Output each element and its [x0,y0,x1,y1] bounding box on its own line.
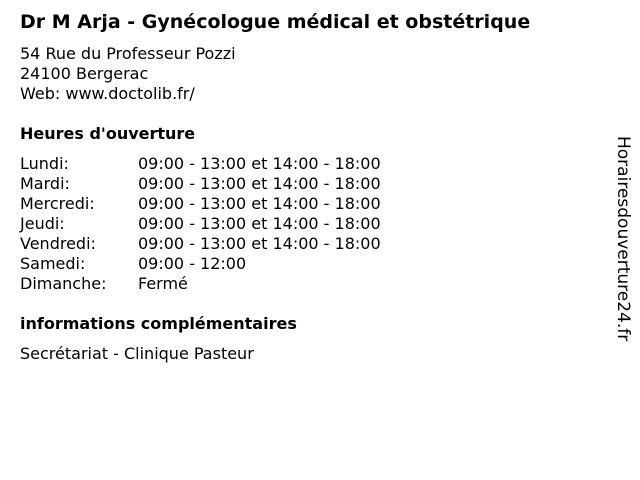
hours-row-wednesday [20,194,381,214]
hours-row-tuesday [20,174,381,194]
day-label: Vendredi: [20,234,96,253]
hours-table [20,154,381,294]
time-value: 09:00 - 13:00 et 14:00 - 18:00 [138,154,381,173]
page-title: Dr M Arja - Gynécologue médical et obstétrique [20,11,531,33]
day-label: Mercredi: [20,194,95,213]
day-label: Lundi: [20,154,69,173]
hours-row-sunday [20,274,381,294]
address-street: 54 Rue du Professeur Pozzi [20,44,236,63]
info-text: Secrétariat - Clinique Pasteur [20,344,254,363]
time-value: 09:00 - 13:00 et 14:00 - 18:00 [138,234,381,253]
site-brand-vertical: Horairesdouverture24.fr [613,136,633,342]
hours-row-monday [20,154,381,174]
day-label: Samedi: [20,254,86,273]
hours-row-thursday [20,214,381,234]
address-web: Web: www.doctolib.fr/ [20,84,195,103]
time-value: Fermé [138,274,188,293]
time-value: 09:00 - 13:00 et 14:00 - 18:00 [138,174,381,193]
info-heading: informations complémentaires [20,314,297,333]
hours-row-friday [20,234,381,254]
day-label: Jeudi: [20,214,65,233]
hours-heading: Heures d'ouverture [20,124,196,143]
time-value: 09:00 - 13:00 et 14:00 - 18:00 [138,214,381,233]
day-label: Mardi: [20,174,70,193]
hours-row-saturday [20,254,381,274]
address-city: 24100 Bergerac [20,64,149,83]
day-label: Dimanche: [20,274,107,293]
time-value: 09:00 - 12:00 [138,254,247,273]
time-value: 09:00 - 13:00 et 14:00 - 18:00 [138,194,381,213]
address-block [20,44,236,104]
